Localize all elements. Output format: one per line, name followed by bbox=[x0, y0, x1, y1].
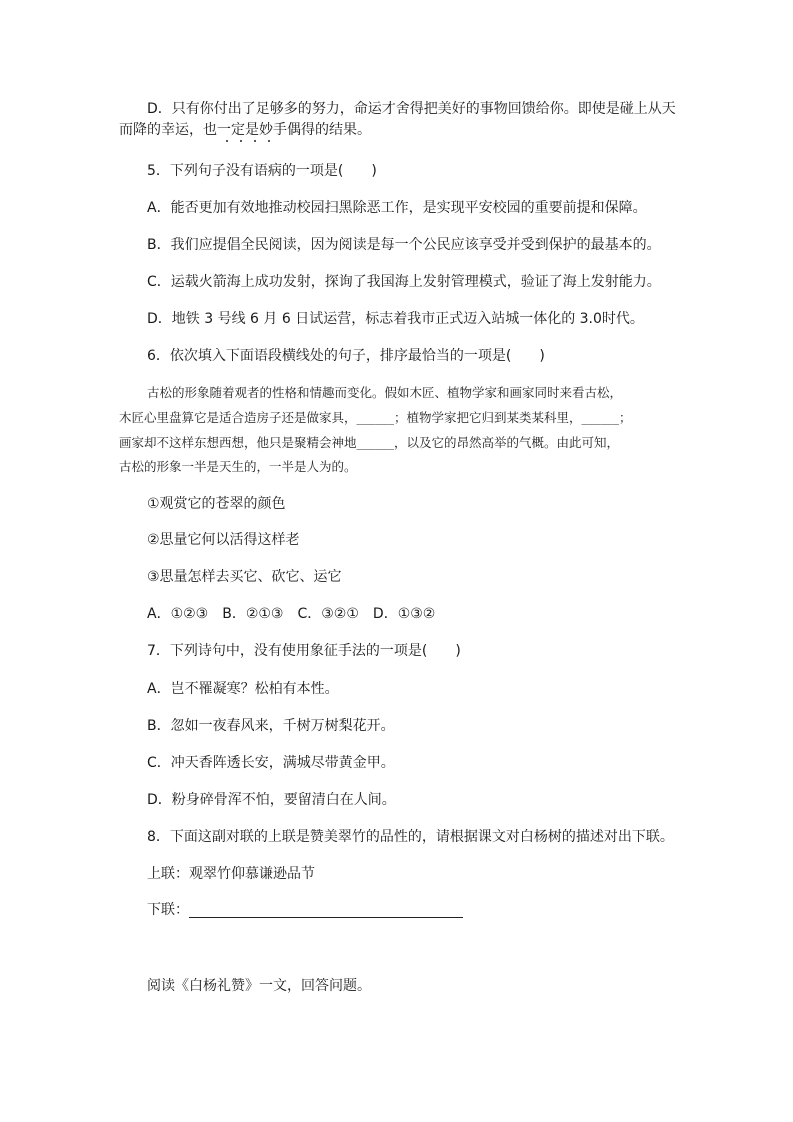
q6-passage-line1: 古松的形象随着观者的性格和情趣而变化。假如木匠、植物学家和画家同时来看古松， bbox=[147, 385, 623, 400]
q5-option-a: A．能否更加有效地推动校园扫黑除恶工作，是实现平安校园的重要前提和保障。 bbox=[147, 200, 647, 216]
q4-option-d-line2: 而降的幸运，也一定是妙手偶得的结果。 bbox=[119, 122, 371, 138]
q6-passage-line4: 古松的形象一半是天生的，一半是人为的。 bbox=[119, 459, 357, 474]
q5-option-c: C．运载火箭海上成功发射，探询了我国海上发射管理模式，验证了海上发射能力。 bbox=[147, 274, 661, 290]
emphasis-dots bbox=[220, 140, 320, 144]
q6-item-2: ②思量它何以活得这样老 bbox=[147, 532, 300, 548]
q5-stem: 5．下列句子没有语病的一项是( ) bbox=[147, 163, 377, 179]
reading-intro: 阅读《白杨礼赞》一文，回答问题。 bbox=[147, 978, 371, 994]
q8-lower-couplet-label: 下联： bbox=[147, 902, 189, 918]
q7-option-a: A．岂不罹凝寒？松柏有本性。 bbox=[147, 681, 339, 697]
q4-option-d-line1: D．只有你付出了足够多的努力，命运才舍得把美好的事物回馈给你。即使是碰上从天 bbox=[147, 101, 676, 117]
q7-stem: 7．下列诗句中，没有使用象征手法的一项是( ) bbox=[147, 643, 461, 659]
q5-option-b: B．我们应提倡全民阅读，因为阅读是每一个公民应该享受并受到保护的最基本的。 bbox=[147, 237, 661, 253]
q6-passage-line3: 画家却不这样东想西想，他只是聚精会神地______，以及它的昂然高举的气概。由此可知， bbox=[119, 435, 620, 450]
q8-stem: 8．下面这副对联的上联是赞美翠竹的品性的，请根据课文对白杨树的描述对出下联。 bbox=[147, 829, 674, 845]
q6-item-1: ①观赏它的苍翠的颜色 bbox=[147, 496, 286, 512]
q8-answer-blank-line[interactable] bbox=[189, 917, 463, 918]
q7-option-c: C．冲天香阵透长安，满城尽带黄金甲。 bbox=[147, 755, 395, 771]
q6-passage-line2: 木匠心里盘算它是适合造房子还是做家具，______；植物学家把它归到某类某科里，______； bbox=[119, 410, 632, 425]
q7-option-b: B．忽如一夜春风来，千树万树梨花开。 bbox=[147, 718, 395, 734]
q8-upper-couplet: 上联：观翠竹仰慕谦逊品节 bbox=[147, 866, 315, 882]
q6-stem: 6．依次填入下面语段横线处的句子，排序最恰当的一项是( ) bbox=[147, 348, 545, 364]
q6-item-3: ③思量怎样去买它、砍它、运它 bbox=[147, 569, 342, 585]
q5-option-d: D．地铁 3 号线 6 月 6 日试运营，标志着我市正式迈入站城一体化的 3.0时代。 bbox=[147, 311, 644, 327]
q7-option-d: D．粉身碎骨浑不怕，要留清白在人间。 bbox=[147, 792, 396, 808]
q6-options: A．①②③ B．②①③ C．③②① D．①③② bbox=[147, 606, 436, 622]
